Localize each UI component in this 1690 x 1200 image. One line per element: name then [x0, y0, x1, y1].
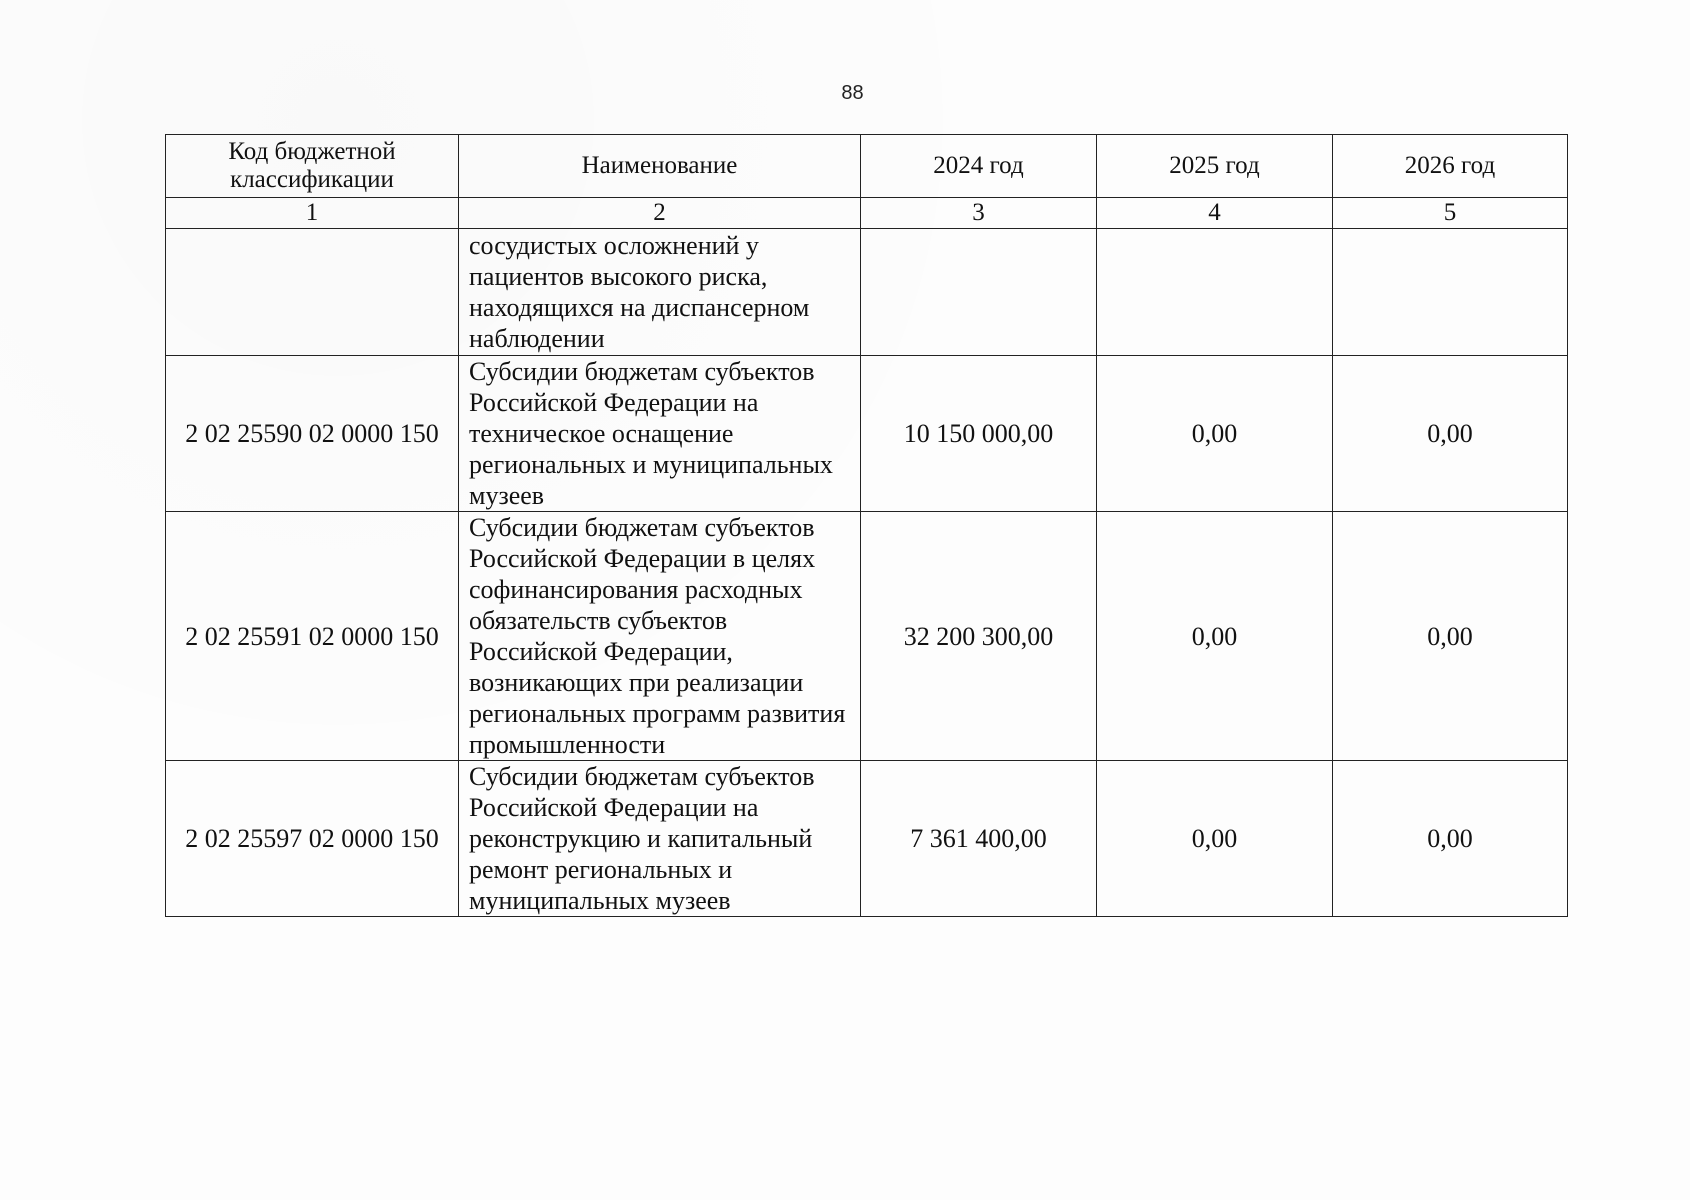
- amount-2026-cell: 0,00: [1333, 761, 1568, 917]
- column-number: 1: [166, 198, 459, 229]
- column-number: 3: [861, 198, 1097, 229]
- budget-code-cell: 2 02 25597 02 0000 150: [166, 761, 459, 917]
- table-row: [166, 512, 1568, 761]
- table-row: [166, 761, 1568, 917]
- amount-2025-cell: 0,00: [1097, 356, 1333, 512]
- column-number: 5: [1333, 198, 1568, 229]
- table-row: [166, 356, 1568, 512]
- budget-code-cell: [166, 229, 459, 356]
- amount-2026-cell: 0,00: [1333, 356, 1568, 512]
- amount-2026-cell: [1333, 229, 1568, 356]
- header-2025: 2025 год: [1097, 135, 1333, 198]
- header-2024: 2024 год: [861, 135, 1097, 198]
- page-number: 88: [841, 82, 864, 104]
- budget-code-cell: 2 02 25590 02 0000 150: [166, 356, 459, 512]
- amount-2025-cell: 0,00: [1097, 512, 1333, 761]
- header-2026: 2026 год: [1333, 135, 1568, 198]
- amount-2024-cell: 32 200 300,00: [861, 512, 1097, 761]
- amount-2024-cell: [861, 229, 1097, 356]
- column-number: 4: [1097, 198, 1333, 229]
- header-code: Код бюджетной классификации: [166, 135, 459, 198]
- amount-2025-cell: 0,00: [1097, 761, 1333, 917]
- table-row: [166, 229, 1568, 356]
- amount-2026-cell: 0,00: [1333, 512, 1568, 761]
- header-name: Наименование: [459, 135, 861, 198]
- amount-2025-cell: [1097, 229, 1333, 356]
- column-number: 2: [459, 198, 861, 229]
- budget-code-cell: 2 02 25591 02 0000 150: [166, 512, 459, 761]
- name-cell: Субсидии бюджетам субъектов Российской Федерации в целях софинансирования расходных обязательств субъектов Российской Федерации, возникающих при реализации региональных программ развития промышленности: [459, 512, 861, 761]
- name-cell: Субсидии бюджетам субъектов Российской Федерации на техническое оснащение региональных и муниципальных музеев: [459, 356, 861, 512]
- amount-2024-cell: 10 150 000,00: [861, 356, 1097, 512]
- table-header-row: [166, 135, 1568, 198]
- column-number-row: [166, 198, 1568, 229]
- amount-2024-cell: 7 361 400,00: [861, 761, 1097, 917]
- budget-table: [165, 134, 1568, 917]
- name-cell: сосудистых осложнений у пациентов высокого риска, находящихся на диспансерном наблюдении: [459, 229, 861, 356]
- name-cell: Субсидии бюджетам субъектов Российской Федерации на реконструкцию и капитальный ремонт региональных и муниципальных музеев: [459, 761, 861, 917]
